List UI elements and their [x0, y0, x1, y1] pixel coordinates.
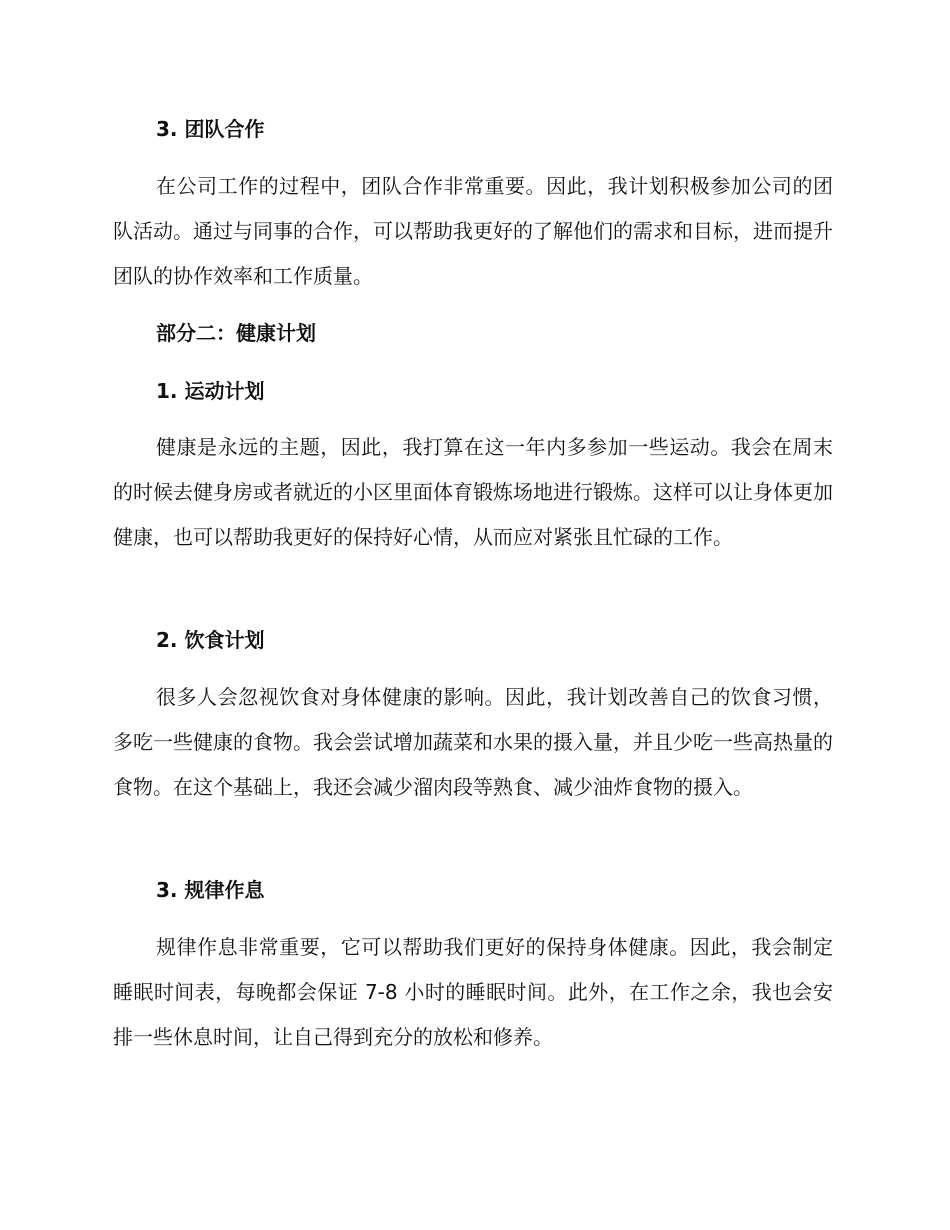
- section-heading-routine: 3. 规律作息: [156, 878, 265, 902]
- section-paragraph-teamwork: 在公司工作的过程中，团队合作非常重要。因此，我计划积极参加公司的团队活动。通过与同事的合作，可以帮助我更好的了解他们的需求和目标，进而提升团队的协作效率和工作质量。: [113, 174, 833, 288]
- section-paragraph-diet: 很多人会忽视饮食对身体健康的影响。因此，我计划改善自己的饮食习惯，多吃一些健康的食物。我会尝试增加蔬菜和水果的摄入量，并且少吃一些高热量的食物。在这个基础上，我还会减少溜肉段等熟食、减少油炸食物的摄入。: [113, 685, 833, 799]
- section-paragraph-routine: 规律作息非常重要，它可以帮助我们更好的保持身体健康。因此，我会制定睡眠时间表，每晚都会保证 7-8 小时的睡眠时间。此外，在工作之余，我也会安排一些休息时间，让自己得到充分的放松和修养。: [113, 935, 833, 1049]
- section-heading-teamwork: 3. 团队合作: [156, 117, 265, 141]
- section-heading-exercise: 1. 运动计划: [156, 379, 265, 403]
- section-heading-diet: 2. 饮食计划: [156, 628, 265, 652]
- part-heading-health-plan: 部分二：健康计划: [156, 321, 316, 345]
- section-paragraph-exercise: 健康是永远的主题，因此，我打算在这一年内多参加一些运动。我会在周末的时候去健身房或者就近的小区里面体育锻炼场地进行锻炼。这样可以让身体更加健康，也可以帮助我更好的保持好心情，从而应对紧张且忙碌的工作。: [113, 435, 833, 549]
